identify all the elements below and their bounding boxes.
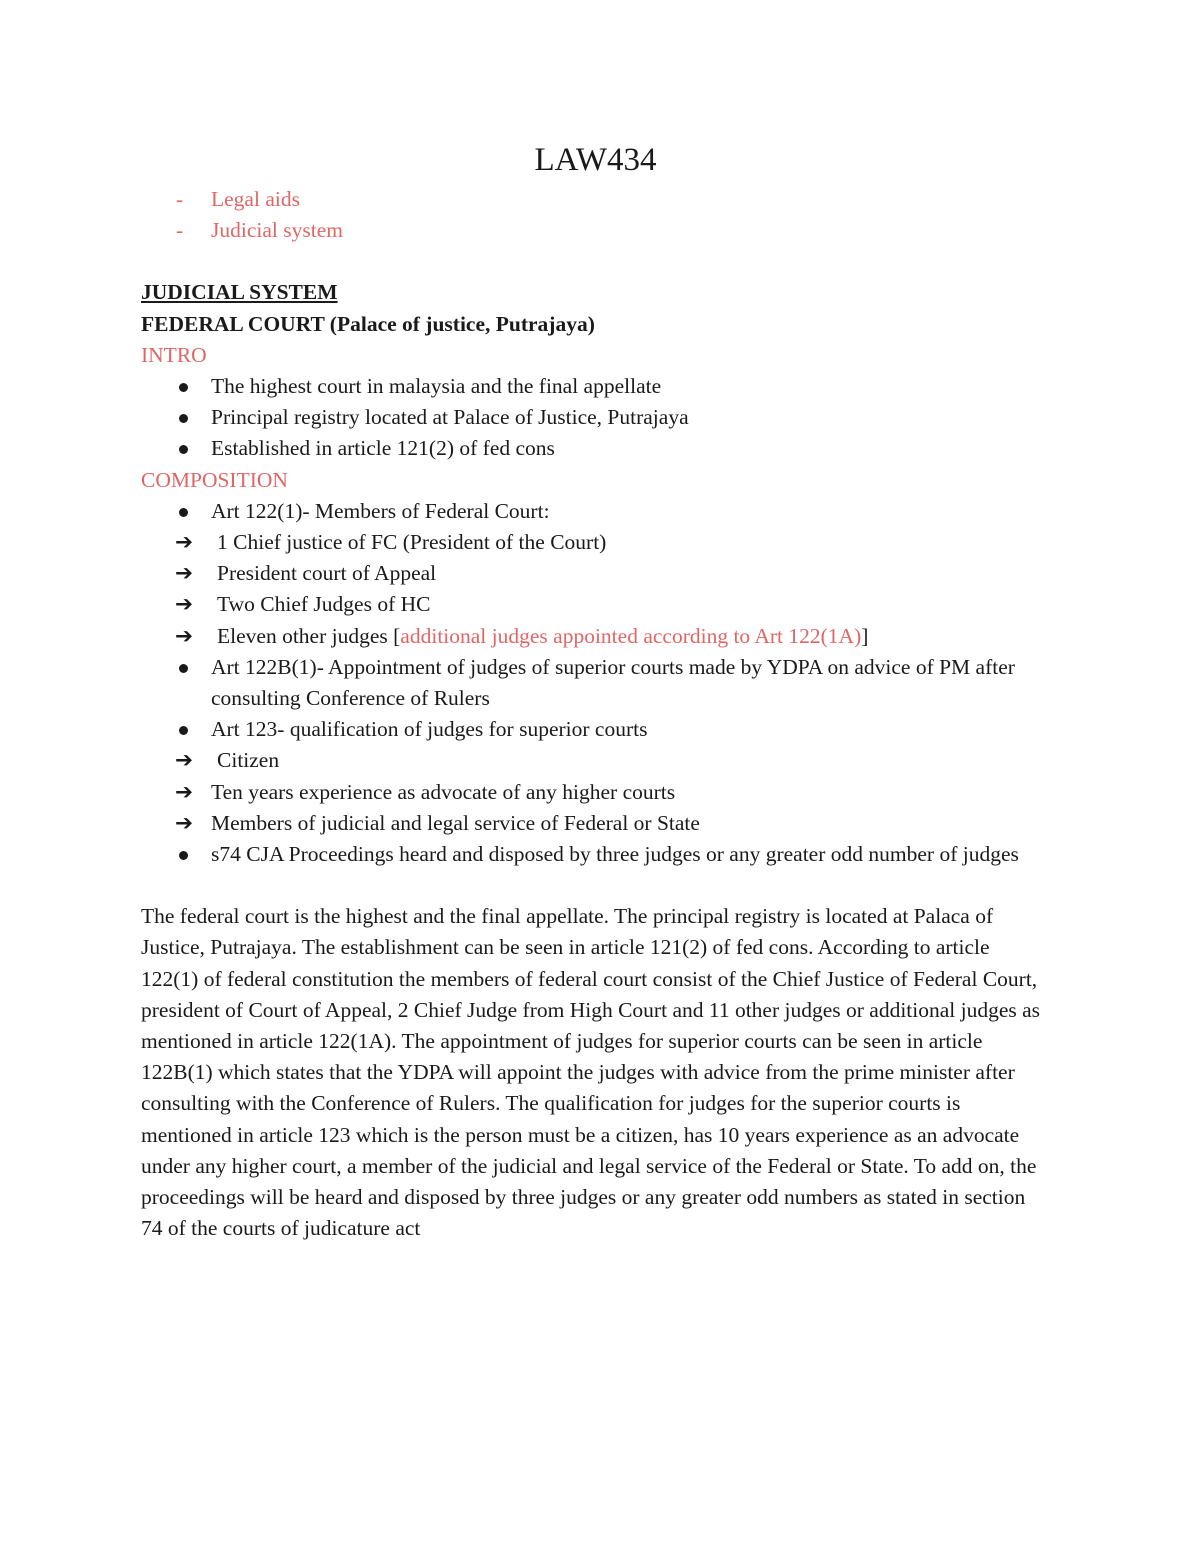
topic-list: [141, 184, 1050, 246]
section-heading: JUDICIAL SYSTEM: [141, 280, 338, 305]
intro-item: The highest court in malaysia and the final appellate: [141, 371, 1050, 402]
member-text-prefix: Eleven other judges [: [217, 623, 401, 648]
intro-list: [141, 371, 1050, 465]
arrow-icon: ➔: [175, 530, 194, 555]
arrow-icon: ➔: [175, 623, 194, 648]
composition-item: Art 123- qualification of judges for superior courts: [141, 714, 1050, 745]
member-text: 1 Chief justice of FC (President of the Court): [217, 530, 607, 555]
topic-item: - Legal aids: [141, 184, 1050, 215]
qualification-text: Ten years experience as advocate of any higher courts: [211, 779, 676, 804]
arrow-icon: ➔: [175, 779, 194, 804]
intro-item: Established in article 121(2) of fed cons: [141, 433, 1050, 464]
arrow-icon: ➔: [175, 810, 194, 835]
composition-label: COMPOSITION: [141, 467, 288, 492]
member-text: Two Chief Judges of HC: [217, 592, 431, 617]
qualification-item: [141, 808, 1050, 839]
composition-list: [141, 496, 1050, 870]
composition-item: Art 122B(1)- Appointment of judges of superior courts made by YDPA on advice of PM after consulting Conference of Rulers: [141, 652, 1050, 714]
member-text-suffix: ]: [861, 623, 869, 648]
member-item: [141, 558, 1050, 589]
member-item: [141, 589, 1050, 620]
summary-paragraph: The federal court is the highest and the final appellate. The principal registry is located at Palaca of Justice, Putrajaya. The establishment can be seen in article 121(2) of fed cons. According to article 122(1) of federal constitution the members of federal court consist of the Chief Justice of Federal Court, president of Court of Appeal, 2 Chief Judge from High Court and 11 other judges or additional judges as mentioned in article 122(1A). The appointment of judges for superior courts can be seen in article 122B(1) which states that the YDPA will appoint the judges with advice from the prime minister after consulting with the Conference of Rulers. The qualification for judges for the superior courts is mentioned in article 123 which is the person must be a citizen, has 10 years experience as an advocate under any higher court, a member of the judicial and legal service of the Federal or State. To add on, the proceedings will be heard and disposed by three judges or any greater odd numbers as stated in section 74 of the courts of judicature act: [141, 904, 1041, 1241]
composition-item: s74 CJA Proceedings heard and disposed by three judges or any greater odd number of judges: [141, 839, 1050, 870]
highlight-note: additional judges appointed according to Art 122(1A): [400, 623, 862, 648]
document-title: LAW434: [534, 142, 657, 178]
court-heading: FEDERAL COURT (Palace of justice, Putrajaya): [141, 311, 595, 336]
member-item: [141, 621, 1050, 652]
blank-line: [141, 246, 1050, 277]
intro-item: Principal registry located at Palace of Justice, Putrajaya: [141, 402, 1050, 433]
member-text: President court of Appeal: [217, 561, 437, 586]
qualification-text: Members of judicial and legal service of Federal or State: [211, 810, 700, 835]
qualification-item: [141, 745, 1050, 776]
arrow-icon: ➔: [175, 592, 194, 617]
intro-label: INTRO: [141, 342, 207, 367]
arrow-icon: ➔: [175, 748, 194, 773]
topic-item: - Judicial system: [141, 215, 1050, 246]
arrow-icon: ➔: [175, 561, 194, 586]
composition-item: Art 122(1)- Members of Federal Court:: [141, 496, 1050, 527]
qualification-text: Citizen: [217, 748, 280, 773]
member-item: [141, 527, 1050, 558]
qualification-item: [141, 777, 1050, 808]
